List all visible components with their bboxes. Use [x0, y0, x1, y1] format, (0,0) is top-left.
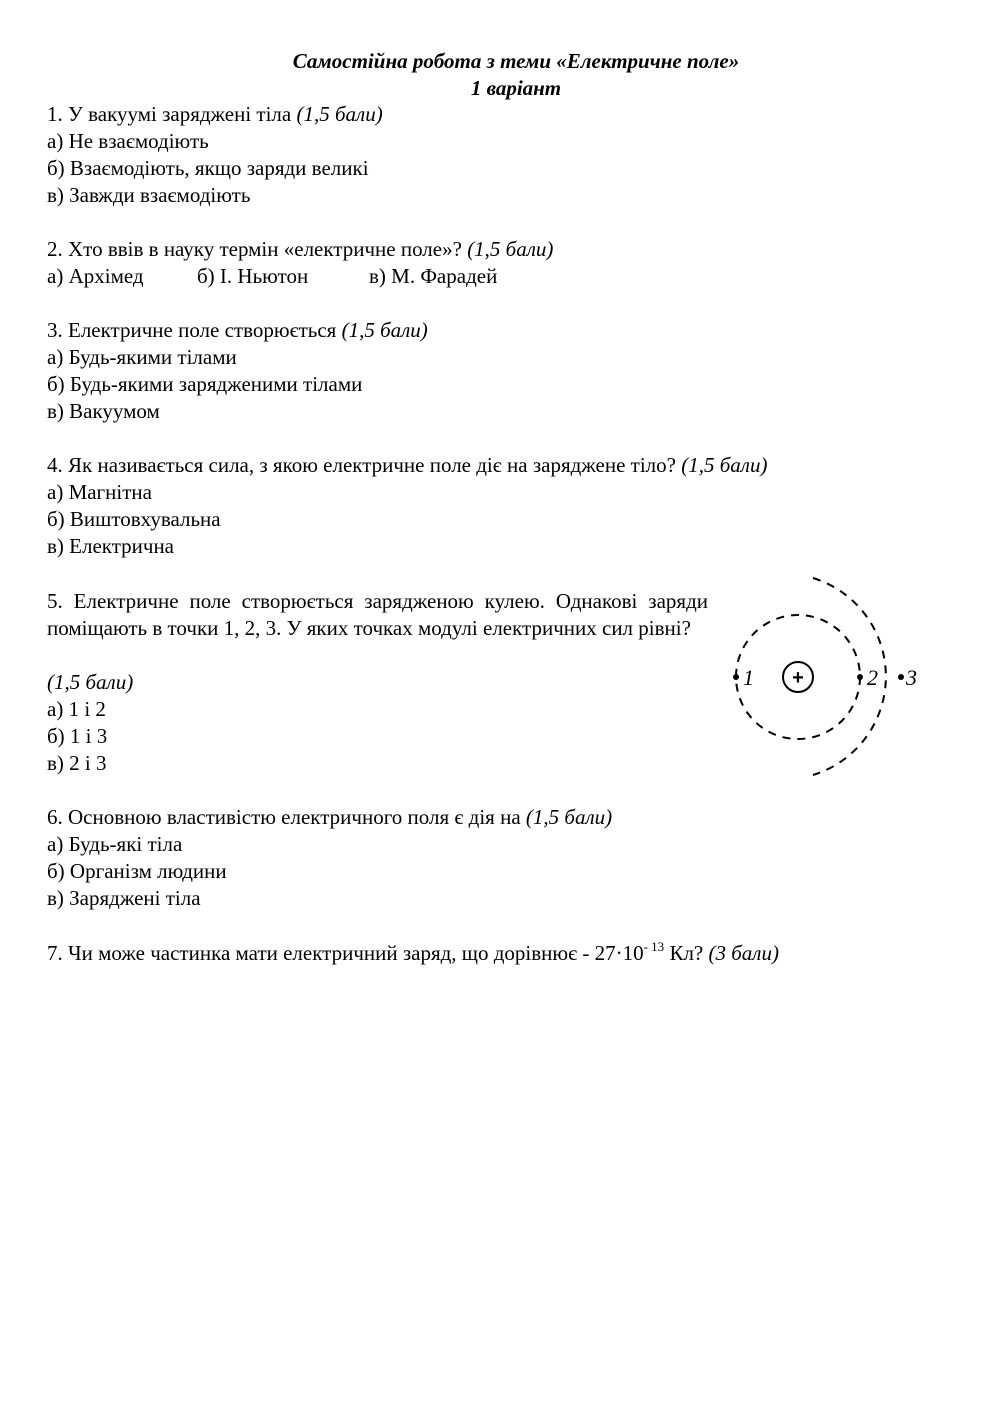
question-points: (1,5 бали) — [467, 237, 554, 261]
question-1 — [47, 101, 383, 128]
question-points: (1,5 бали) — [525, 805, 613, 829]
answer-option: б) Організм людини — [47, 859, 227, 883]
answer-option: б) 1 і 3 — [47, 724, 108, 748]
question-text: 6. Основною властивістю електричного поля є дія на — [47, 805, 521, 829]
question-text: 1. У вакуумі заряджені тіла — [47, 102, 292, 126]
electric-field-diagram — [725, 570, 930, 785]
question-2 — [47, 236, 553, 263]
question-3 — [47, 317, 428, 344]
question-text: 2. Хто ввів в науку термін «електричне поле»? — [47, 237, 462, 261]
point-3-dot — [898, 674, 904, 680]
answer-option: а) Не взаємодіють — [47, 129, 209, 153]
point-1-dot — [733, 674, 739, 680]
point-2-label: 2 — [867, 665, 878, 690]
question-points: (1,5 бали) — [681, 453, 768, 477]
question-text-unit: Кл? — [664, 941, 704, 965]
question-points: (1,5 бали) — [47, 670, 134, 694]
answer-option: б) Будь-якими зарядженими тілами — [47, 372, 363, 396]
question-points: (3 бали) — [708, 941, 779, 965]
answer-option: а) Будь-які тіла — [47, 832, 183, 856]
answer-option: а) Будь-якими тілами — [47, 345, 237, 369]
worksheet-title: Самостійна робота з теми «Електричне поле» — [292, 49, 740, 73]
question-points: (1,5 бали) — [341, 318, 428, 342]
question-text: 4. Як називається сила, з якою електричне поле діє на заряджене тіло? — [47, 453, 676, 477]
question-5: 5. Електричне поле створюється зарядженою кулею. Однакові заряди поміщають в точки 1, 2, 3. У яких точках модулі електричних сил рівні? — [47, 589, 708, 640]
answer-option: б) Виштовхувальна — [47, 507, 221, 531]
point-2-dot — [857, 674, 863, 680]
answer-option: в) Заряджені тіла — [47, 886, 201, 910]
answer-option: в) Вакуумом — [47, 399, 160, 423]
answer-options-row — [47, 263, 497, 290]
question-6 — [47, 804, 612, 831]
question-text: 7. Чи може частинка мати електричний заряд, що дорівнює - 27·10 — [47, 941, 644, 965]
question-text: 3. Електричне поле створюється — [47, 318, 337, 342]
answer-option: а) Архімед — [47, 264, 144, 288]
answer-option: б) І. Ньютон — [197, 264, 309, 288]
question-4 — [47, 452, 767, 479]
variant-label: 1 варіант — [470, 76, 562, 100]
answer-option: в) Електрична — [47, 534, 175, 558]
question-7 — [47, 940, 779, 967]
question-points: (1,5 бали) — [296, 102, 383, 126]
answer-option: б) Взаємодіють, якщо заряди великі — [47, 156, 369, 180]
exponent: - 13 — [643, 939, 665, 954]
point-1-label: 1 — [743, 665, 754, 690]
plus-sign-icon: + — [792, 667, 804, 689]
answer-option: в) М. Фарадей — [369, 264, 498, 288]
answer-option: а) 1 і 2 — [47, 697, 106, 721]
answer-option: а) Магнітна — [47, 480, 152, 504]
answer-option: в) Завжди взаємодіють — [47, 183, 251, 207]
answer-option: в) 2 і 3 — [47, 751, 107, 775]
point-3-label: 3 — [906, 665, 917, 690]
